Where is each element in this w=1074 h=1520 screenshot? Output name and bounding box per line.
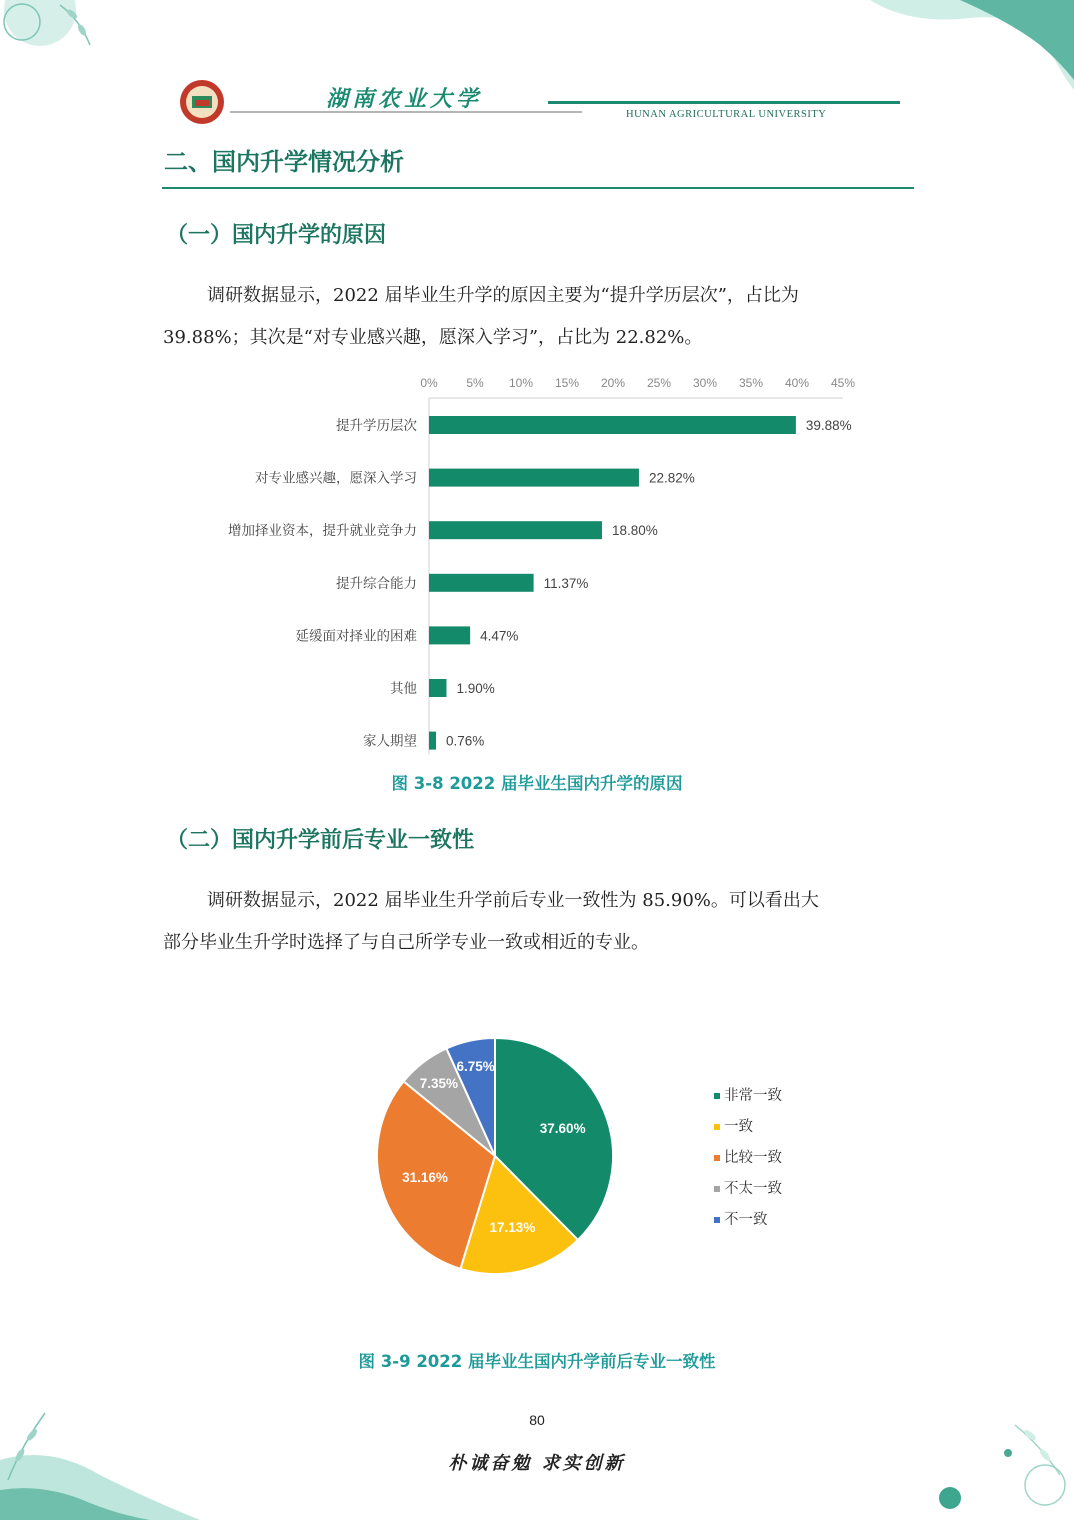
category-label: 提升综合能力: [336, 575, 417, 591]
data-label: 11.37%: [543, 575, 589, 591]
slice-label: 6.75%: [456, 1059, 495, 1075]
legend-swatch: [714, 1186, 720, 1192]
category-label: 增加择业资本，提升就业竞争力: [228, 523, 417, 539]
bar: [429, 732, 436, 750]
legend-item: [714, 1084, 782, 1105]
subsection-1-title: （一）国内升学的原因: [166, 223, 387, 248]
top-left-decoration: [0, 0, 110, 60]
legend-label: 不太一致: [724, 1181, 782, 1197]
data-label: 18.80%: [611, 523, 658, 539]
subsection-2-paragraph: [163, 880, 915, 964]
x-tick-label: 5%: [466, 376, 484, 390]
legend-label: 非常一致: [724, 1088, 782, 1104]
university-name-en: HUNAN AGRICULTURAL UNIVERSITY: [626, 109, 827, 120]
legend-swatch: [714, 1155, 720, 1161]
x-tick-label: 15%: [554, 376, 580, 390]
x-tick-label: 20%: [600, 376, 626, 390]
bar: [429, 574, 534, 592]
bar-chart-reasons: [0, 365, 1074, 765]
university-name-cn: 湖南农业大学: [326, 86, 483, 112]
x-tick-label: 40%: [784, 376, 810, 390]
x-tick-label: 0%: [420, 376, 438, 390]
x-tick-label: 30%: [692, 376, 718, 390]
category-label: 延缓面对择业的困难: [295, 628, 417, 644]
x-tick-label: 25%: [646, 376, 672, 390]
data-label: 0.76%: [445, 733, 485, 749]
subsection-2-title: （二）国内升学前后专业一致性: [166, 828, 475, 853]
legend-label: 不一致: [724, 1212, 768, 1228]
figure-caption-3-8: 图 3-8 2022 届毕业生国内升学的原因: [391, 774, 683, 793]
pie-chart-consistency: [360, 1020, 640, 1290]
x-tick-label: 10%: [508, 376, 534, 390]
bar: [429, 469, 639, 487]
category-label: 对专业感兴趣，愿深入学习: [255, 470, 417, 486]
legend-item: [714, 1115, 753, 1136]
legend-swatch: [714, 1124, 720, 1130]
category-label: 其他: [390, 681, 417, 696]
category-label: 家人期望: [363, 733, 417, 749]
slice-label: 31.16%: [402, 1170, 448, 1186]
data-label: 1.90%: [456, 681, 495, 696]
paragraph-line: 部分毕业生升学时选择了与自己所学专业一致或相近的专业。: [163, 932, 649, 953]
bar: [429, 416, 796, 434]
bar: [429, 521, 602, 539]
slice-label: 37.60%: [539, 1121, 586, 1137]
legend-item: [714, 1177, 782, 1198]
footer-motto: 朴诚奋勉 求实创新: [448, 1453, 626, 1474]
legend-swatch: [714, 1217, 720, 1223]
bar: [429, 626, 470, 644]
paragraph-line: 39.88%；其次是“对专业感兴趣，愿深入学习”，占比为 22.82%。: [163, 327, 703, 348]
data-label: 22.82%: [648, 470, 695, 486]
page-number: 80: [529, 1412, 545, 1428]
legend-label: 一致: [724, 1119, 753, 1135]
university-seal-logo: [178, 78, 226, 126]
figure-caption-3-9: 图 3-9 2022 届毕业生国内升学前后专业一致性: [358, 1352, 716, 1371]
legend-label: 比较一致: [724, 1150, 782, 1166]
top-right-decoration: [850, 0, 1074, 95]
header-line-right: [548, 101, 900, 104]
section-title-underline: [162, 187, 914, 189]
subsection-1-paragraph: [163, 275, 915, 359]
paragraph-line: 调研数据显示，2022 届毕业生升学前后专业一致性为 85.90%。可以看出大: [207, 890, 819, 911]
slice-label: 17.13%: [489, 1220, 536, 1236]
data-label: 4.47%: [480, 628, 519, 644]
legend-item: [714, 1208, 768, 1229]
section-title: 二、国内升学情况分析: [164, 148, 404, 176]
slice-label: 7.35%: [419, 1076, 459, 1092]
paragraph-line: 调研数据显示，2022 届毕业生升学的原因主要为“提升学历层次”，占比为: [207, 285, 799, 306]
bar: [429, 679, 446, 697]
legend-swatch: [714, 1093, 720, 1099]
x-tick-label: 35%: [738, 376, 764, 390]
category-label: 提升学历层次: [336, 418, 417, 433]
legend-item: [714, 1146, 782, 1167]
data-label: 39.88%: [805, 418, 852, 433]
x-tick-label: 45%: [830, 376, 856, 390]
